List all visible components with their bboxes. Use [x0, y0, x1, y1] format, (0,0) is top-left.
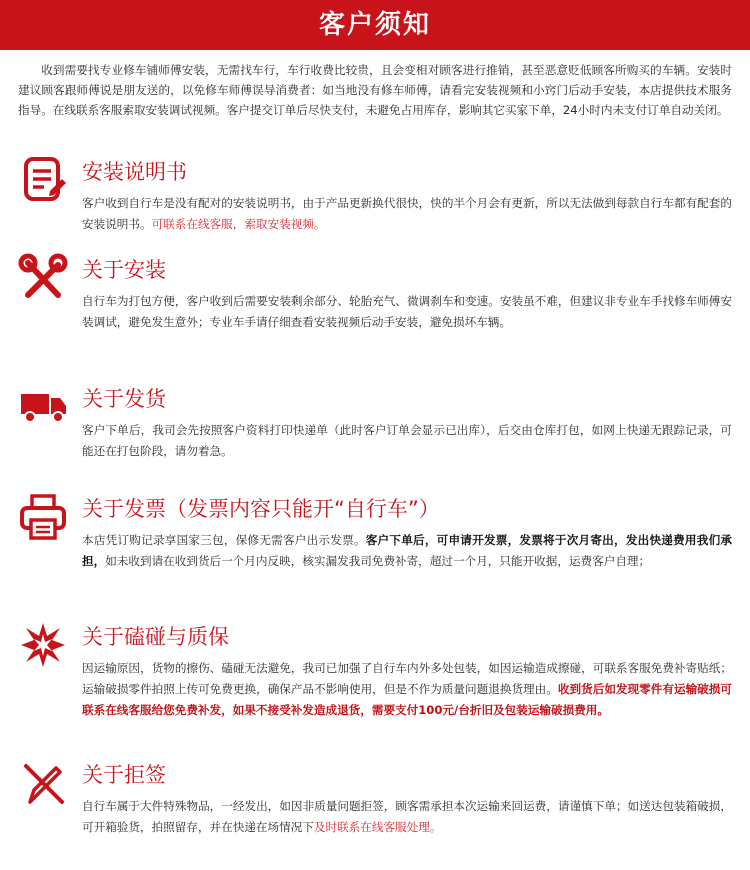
printer-icon — [18, 492, 68, 542]
section-title: 关于发货 — [82, 387, 166, 411]
section-body: 本店凭订购记录享国家三包，保修无需客户出示发票。客户下单后，可申请开发票，发票将于次月寄出，发出快递费用我们承担，如未收到请在收到货后一个月内反映，核实漏发我司免费补寄，超过一个月，只能开收据，运费客户自理； — [82, 533, 732, 568]
section-title: 关于磕碰与质保 — [82, 625, 229, 649]
no-sign-pen-icon — [18, 758, 68, 808]
truck-icon — [18, 382, 68, 432]
contact-highlight: 可联系在线客服，索取安装视频。 — [151, 217, 326, 231]
section-body: 自行车属于大件特殊物品，一经发出，如因非质量问题拒签，顾客需承担本次运输来回运费，请谨慎下单；如送达包装箱破损，可开箱验货，拍照留存，并在快递在场情况下及时联系在线客服处理。 — [82, 799, 732, 834]
document-icon — [18, 155, 68, 205]
section-body: 因运输原因，货物的擦伤、磕碰无法避免，我司已加强了自行车内外多处包装，如因运输造成擦碰，可联系客服免费补寄贴纸；运输破损零件拍照上传可免费更换，确保产品不影响使用，但是不作为质量问题退换货理由。收到货后如发现零件有运输破损可联系在线客服给您免费补发，如果不接受补发造成退货，需要支付100元/台折旧及包装运输破损费用。 — [82, 661, 732, 717]
invoice-highlight: 客户下单后，可申请开发票，发票将于次月寄出，发出快递费用我们承担， — [82, 533, 732, 568]
section-body: 客户收到自行车是没有配对的安装说明书，由于产品更新换代很快，快的半个月会有更新，所以无法做到每款自行车都有配套的安装说明书。可联系在线客服，索取安装视频。 — [82, 196, 732, 231]
section-body: 客户下单后，我司会先按照客户资料打印快递单（此时客户订单会显示已出库），后交由仓库打包，如网上快递无跟踪记录，可能还在打包阶段，请勿着急。 — [82, 423, 732, 458]
section-title: 安装说明书 — [82, 160, 187, 184]
section-body: 自行车为打包方便，客户收到后需要安装剩余部分、轮胎充气、微调刹车和变速。安装虽不难，但建议非专业车手找修车师傅安装调试，避免发生意外；专业车手请仔细查看安装视频后动手安装，避免损坏车辆。 — [82, 294, 732, 329]
section-title: 关于发票（发票内容只能开“自行车”） — [82, 497, 440, 521]
impact-burst-icon — [18, 620, 68, 670]
refuse-highlight: 及时联系在线客服处理。 — [313, 820, 442, 834]
intro-paragraph: 收到需要找专业修车铺师傅安装，无需找车行，车行收费比较贵，且会变相对顾客进行推销，甚至恶意贬低顾客所购买的车辆。安装时建议顾客跟师傅说是朋友送的，以免修车师傅误导消费者：如当地没有修车师傅，请看完安装视频和小窍门后动手安装，本店提供技术服务指导。在线联系客服索取安装调试视频。客户提交订单后尽快支付，未避免占用库存，影响其它买家下单，24小时内未支付订单自动关闭。 — [18, 63, 732, 117]
tools-icon — [18, 253, 68, 303]
section-title: 关于拒签 — [82, 763, 166, 787]
section-title: 关于安装 — [82, 258, 166, 282]
page-title: 客户须知 — [0, 0, 750, 50]
damage-highlight: 收到货后如发现零件有运输破损可联系在线客服给您免费补发，如果不接受补发造成退货，需要支付100元/台折旧及包装运输破损费用。 — [82, 682, 732, 717]
